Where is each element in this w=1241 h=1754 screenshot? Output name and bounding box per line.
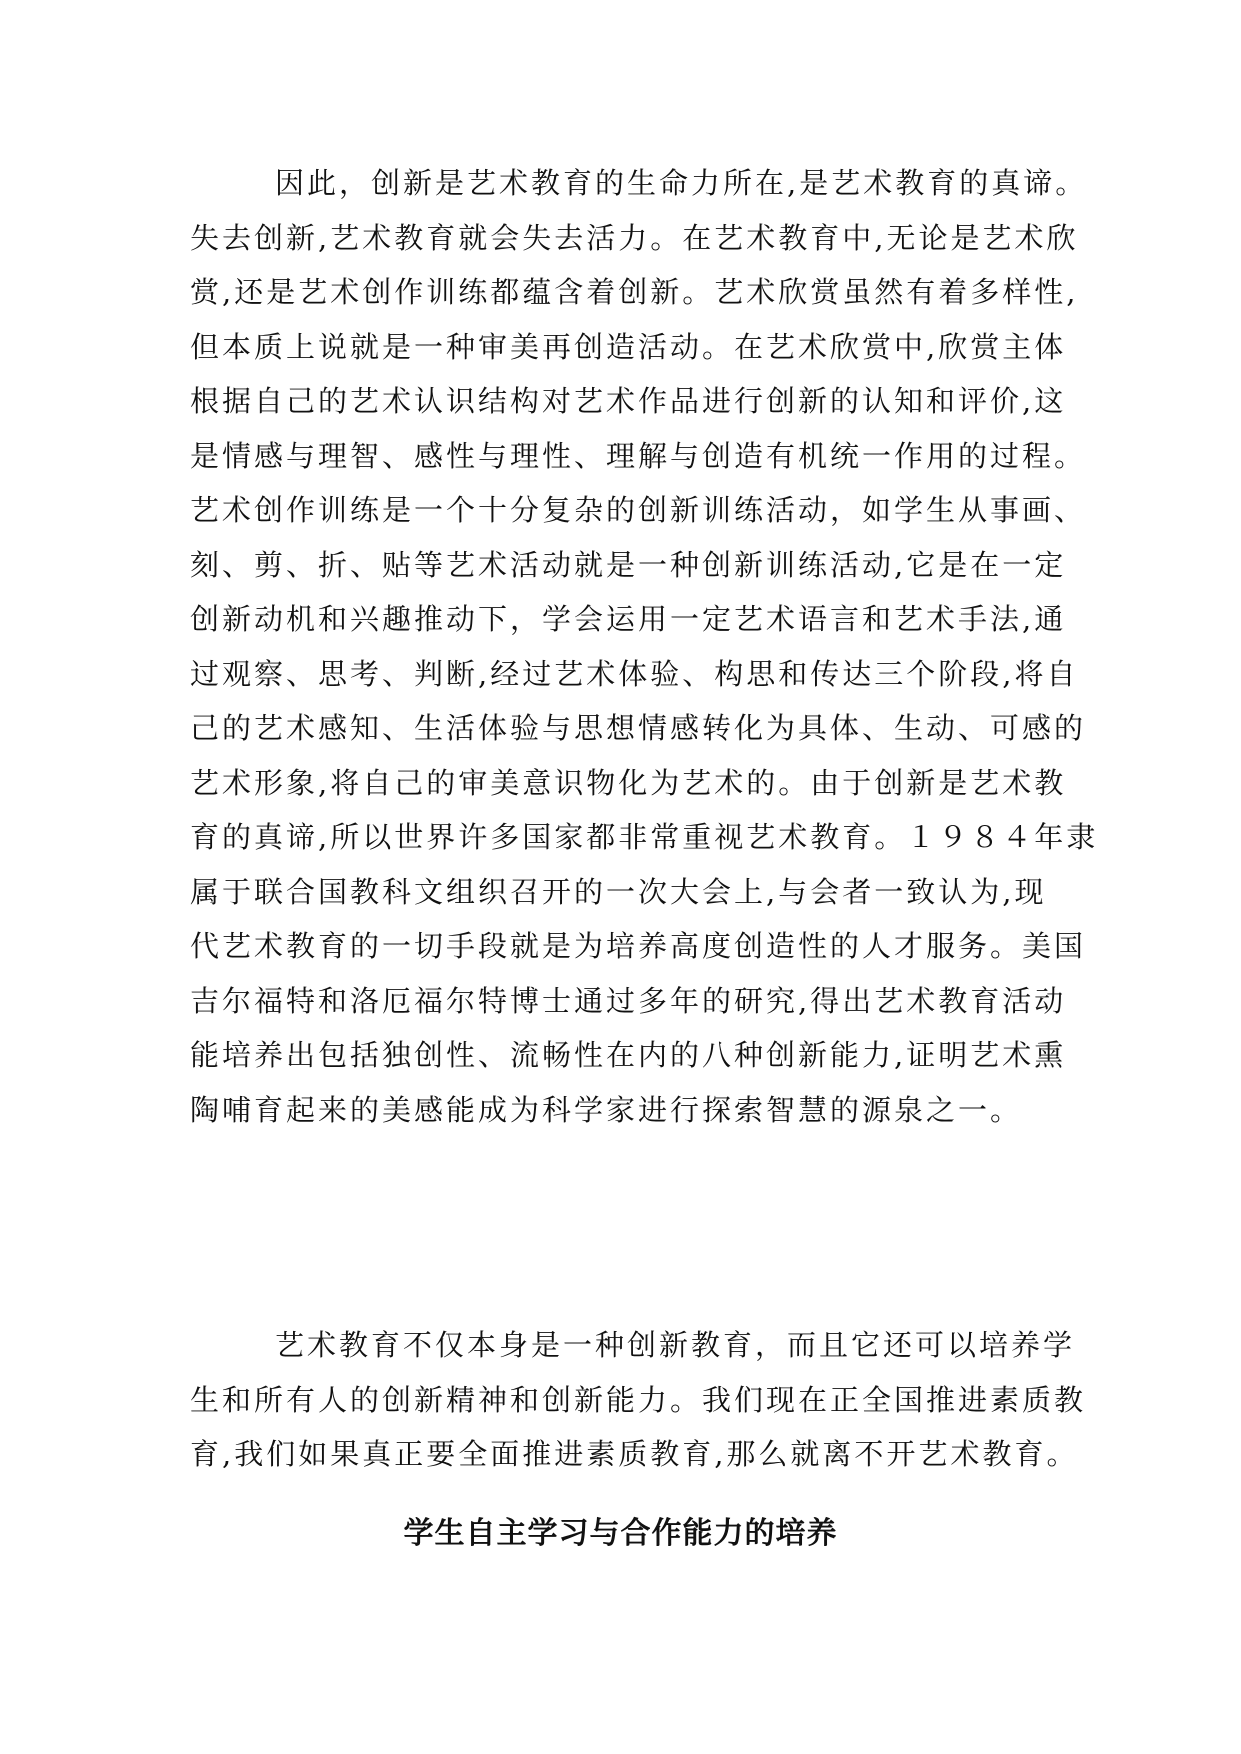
paragraph-line: 艺术教育不仅本身是一种创新教育，而且它还可以培养学 bbox=[275, 1328, 1076, 1362]
paragraph-line: 己的艺术感知、生活体验与思想情感转化为具体、生动、可感的 bbox=[190, 711, 1087, 745]
paragraph-line: 艺术形象,将自己的审美意识物化为艺术的。由于创新是艺术教 bbox=[190, 765, 1067, 800]
paragraph-line: 艺术创作训练是一个十分复杂的创新训练活动，如学生从事画、 bbox=[190, 493, 1087, 527]
paragraph-line: 陶哺育起来的美感能成为科学家进行探索智慧的源泉之一。 bbox=[190, 1092, 1023, 1127]
section-heading: 学生自主学习与合作能力的培养 bbox=[403, 1516, 838, 1551]
paragraph-line: 代艺术教育的一切手段就是为培养高度创造性的人才服务。美国 bbox=[190, 929, 1087, 963]
paragraph-line: 育,我们如果真正要全面推进素质教育,那么就离不开艺术教育。 bbox=[190, 1437, 1079, 1471]
paragraph-line: 但本质上说就是一种审美再创造活动。在艺术欣赏中,欣赏主体 bbox=[190, 329, 1067, 364]
paragraph-line: 因此，创新是艺术教育的生命力所在,是艺术教育的真谛。 bbox=[275, 166, 1088, 200]
paragraph-line: 吉尔福特和洛厄福尔特博士通过多年的研究,得出艺术教育活动 bbox=[190, 983, 1067, 1018]
paragraph-line: 刻、剪、折、贴等艺术活动就是一种创新训练活动,它是在一定 bbox=[190, 547, 1067, 582]
paragraph-line: 赏,还是艺术创作训练都蕴含着创新。艺术欣赏虽然有着多样性, bbox=[190, 275, 1079, 309]
paragraph-line: 能培养出包括独创性、流畅性在内的八种创新能力,证明艺术熏 bbox=[190, 1038, 1067, 1072]
paragraph-line: 根据自己的艺术认识结构对艺术作品进行创新的认知和评价,这 bbox=[190, 384, 1067, 418]
paragraph-line: 属于联合国教科文组织召开的一次大会上,与会者一致认为,现 bbox=[190, 874, 1047, 909]
paragraph-line: 失去创新,艺术教育就会失去活力。在艺术教育中,无论是艺术欣 bbox=[190, 220, 1079, 255]
paragraph-art-education-innovation bbox=[190, 156, 1099, 1137]
paragraph-line: 创新动机和兴趣推动下，学会运用一定艺术语言和艺术手法,通 bbox=[190, 602, 1067, 636]
paragraph-line: 是情感与理智、感性与理性、理解与创造有机统一作用的过程。 bbox=[190, 438, 1087, 473]
paragraph-line: 生和所有人的创新精神和创新能力。我们现在正全国推进素质教 bbox=[190, 1382, 1087, 1417]
paragraph-line: 育的真谛,所以世界许多国家都非常重视艺术教育。１９８４年隶 bbox=[190, 820, 1099, 854]
paragraph-creative-education bbox=[190, 1318, 1087, 1482]
paragraph-line: 过观察、思考、判断,经过艺术体验、构思和传达三个阶段,将自 bbox=[190, 656, 1079, 691]
